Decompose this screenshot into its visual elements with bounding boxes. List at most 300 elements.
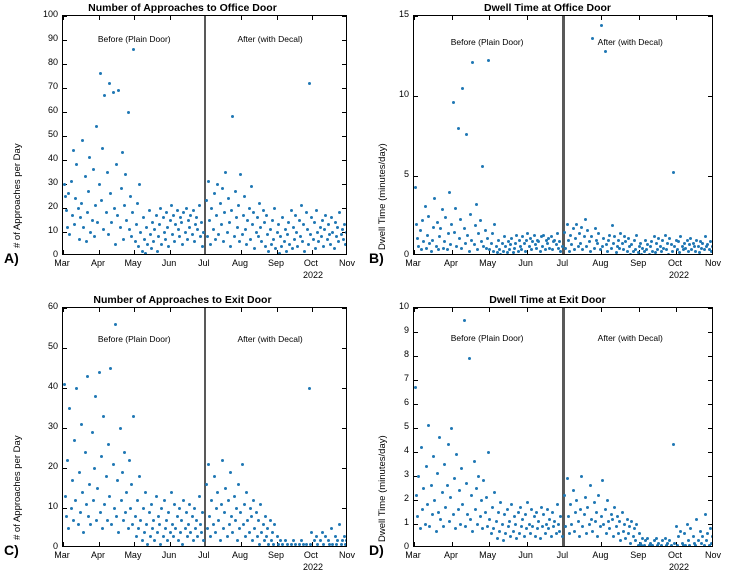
y-tick-label: 40 — [47, 153, 58, 163]
scatter-point — [186, 238, 189, 241]
x-tick-label: Sep — [630, 550, 647, 560]
scatter-point — [251, 539, 254, 542]
scatter-point — [321, 219, 324, 222]
scatter-point — [533, 234, 536, 237]
x-tickmark — [312, 542, 313, 546]
y-tickmark — [63, 348, 67, 349]
y-tick-label: 90 — [47, 33, 58, 43]
scatter-point — [185, 207, 188, 210]
scatter-point — [551, 248, 554, 251]
scatter-point — [430, 484, 433, 487]
scatter-point — [651, 544, 654, 547]
panel-d-tag: D) — [369, 542, 384, 558]
scatter-point — [292, 226, 295, 229]
y-tickmark — [63, 136, 67, 137]
scatter-point — [294, 214, 297, 217]
scatter-point — [205, 199, 208, 202]
x-tick-label: Aug — [231, 258, 248, 268]
scatter-point — [654, 547, 657, 548]
scatter-point — [668, 237, 671, 240]
scatter-point — [706, 243, 709, 246]
x-tick-label: Sep — [268, 550, 285, 560]
scatter-point — [278, 547, 281, 548]
scatter-point — [515, 234, 518, 237]
scatter-point — [689, 237, 692, 240]
scatter-point — [452, 101, 455, 104]
intervention-divider — [204, 308, 207, 546]
scatter-point — [443, 240, 446, 243]
scatter-point — [584, 496, 587, 499]
x-tick-label: Jul — [198, 550, 210, 560]
scatter-point — [314, 247, 317, 250]
scatter-point — [309, 543, 312, 546]
scatter-point — [632, 535, 635, 538]
scatter-point — [454, 527, 457, 530]
scatter-point — [322, 543, 325, 546]
scatter-point — [263, 539, 266, 542]
scatter-point — [178, 507, 181, 510]
scatter-point — [244, 535, 247, 538]
scatter-point — [654, 251, 657, 254]
x-tickmark — [452, 542, 453, 546]
y-tickmark — [63, 428, 67, 429]
scatter-point — [466, 234, 469, 237]
scatter-point — [458, 489, 461, 492]
scatter-point — [223, 211, 226, 214]
scatter-point — [464, 242, 467, 245]
scatter-point — [446, 484, 449, 487]
scatter-point — [221, 459, 224, 462]
scatter-point — [234, 190, 237, 193]
intervention-divider — [562, 16, 565, 254]
scatter-point — [534, 535, 537, 538]
scatter-point — [237, 483, 240, 486]
scatter-point — [421, 219, 424, 222]
scatter-point — [449, 243, 452, 246]
scatter-point — [70, 180, 73, 183]
scatter-point — [107, 233, 110, 236]
y-tickmark — [708, 524, 712, 525]
scatter-point — [78, 471, 81, 474]
scatter-point — [63, 383, 66, 386]
scatter-point — [477, 232, 480, 235]
annotation-after: After (with Decal) — [237, 334, 303, 344]
x-tickmark — [277, 308, 278, 312]
y-tick-label: 10 — [398, 89, 409, 99]
panel-d-ylabel: Dwell Time (minutes/day) — [377, 435, 388, 542]
scatter-point — [531, 525, 534, 528]
x-tickmark — [241, 308, 242, 312]
y-tickmark — [63, 160, 67, 161]
scatter-point — [273, 207, 276, 210]
scatter-point — [523, 242, 526, 245]
scatter-point — [544, 532, 547, 535]
scatter-point — [201, 245, 204, 248]
y-tickmark — [708, 356, 712, 357]
scatter-point — [223, 511, 226, 514]
scatter-point — [607, 520, 610, 523]
scatter-point — [270, 539, 273, 542]
scatter-point — [419, 527, 422, 530]
annotation-after: After (with Decal) — [237, 34, 303, 44]
scatter-point — [698, 547, 701, 548]
scatter-point — [513, 247, 516, 250]
scatter-point — [650, 240, 653, 243]
scatter-point — [644, 239, 647, 242]
scatter-point — [701, 242, 704, 245]
scatter-point — [627, 237, 630, 240]
scatter-point — [466, 513, 469, 516]
scatter-point — [704, 513, 707, 516]
scatter-point — [272, 543, 275, 546]
scatter-point — [107, 443, 110, 446]
scatter-point — [453, 231, 456, 234]
scatter-point — [135, 223, 138, 226]
scatter-point — [109, 367, 112, 370]
scatter-point — [567, 515, 570, 518]
scatter-point — [132, 48, 135, 51]
panel-c — [0, 292, 365, 585]
scatter-point — [557, 523, 560, 526]
scatter-point — [219, 539, 222, 542]
scatter-point — [622, 530, 625, 533]
scatter-point — [499, 253, 502, 255]
scatter-point — [520, 525, 523, 528]
scatter-point — [305, 543, 308, 546]
scatter-point — [244, 228, 247, 231]
x-tickmark — [134, 308, 135, 312]
scatter-point — [179, 531, 182, 534]
scatter-point — [617, 239, 620, 242]
scatter-point — [512, 251, 515, 254]
x-tick-label: Jul — [556, 550, 569, 560]
scatter-point — [172, 214, 175, 217]
scatter-point — [149, 233, 152, 236]
scatter-point — [540, 506, 543, 509]
scatter-point — [661, 239, 664, 242]
scatter-point — [269, 228, 272, 231]
scatter-point — [143, 531, 146, 534]
scatter-point — [248, 207, 251, 210]
scatter-point — [672, 171, 675, 174]
scatter-point — [676, 544, 679, 547]
scatter-point — [313, 539, 316, 542]
scatter-point — [450, 427, 453, 430]
scatter-point — [283, 240, 286, 243]
scatter-point — [520, 248, 523, 251]
scatter-point — [95, 519, 98, 522]
scatter-point — [623, 235, 626, 238]
scatter-point — [637, 251, 640, 254]
scatter-point — [497, 511, 500, 514]
scatter-point — [202, 231, 205, 234]
scatter-point — [100, 199, 103, 202]
scatter-point — [220, 503, 223, 506]
scatter-point — [506, 508, 509, 511]
scatter-point — [621, 242, 624, 245]
scatter-point — [683, 242, 686, 245]
y-tick-label: 0 — [52, 249, 58, 259]
scatter-point — [580, 226, 583, 229]
scatter-point — [442, 525, 445, 528]
x-tick-label: Mar — [405, 258, 421, 268]
scatter-point — [181, 243, 184, 246]
y-tick-label: 1 — [403, 517, 409, 527]
scatter-point — [131, 523, 134, 526]
scatter-point — [245, 243, 248, 246]
y-tickmark — [414, 500, 418, 501]
scatter-point — [65, 515, 68, 518]
x-tickmark — [312, 308, 313, 312]
scatter-point — [645, 547, 648, 548]
scatter-point — [551, 511, 554, 514]
scatter-point — [162, 216, 165, 219]
scatter-point — [615, 525, 618, 528]
scatter-point — [145, 226, 148, 229]
x-tick-label: Mar — [54, 550, 70, 560]
scatter-point — [585, 245, 588, 248]
scatter-point — [317, 547, 320, 548]
scatter-point — [314, 547, 317, 548]
y-tick-label: 50 — [47, 129, 58, 139]
scatter-point — [510, 237, 513, 240]
scatter-point — [155, 495, 158, 498]
scatter-point — [310, 216, 313, 219]
x-tickmark — [489, 542, 490, 546]
scatter-point — [122, 238, 125, 241]
scatter-point — [659, 245, 662, 248]
x-tick-label: Oct — [303, 258, 318, 268]
x-tick-label: Mar — [54, 258, 70, 268]
scatter-point — [239, 173, 242, 176]
scatter-point — [87, 515, 90, 518]
scatter-point — [701, 535, 704, 538]
scatter-point — [80, 202, 83, 205]
scatter-point — [518, 532, 521, 535]
scatter-point — [129, 507, 132, 510]
scatter-point — [86, 375, 89, 378]
scatter-point — [295, 231, 298, 234]
scatter-point — [296, 245, 299, 248]
scatter-point — [667, 547, 670, 548]
x-tick-label: Oct — [668, 258, 683, 268]
scatter-point — [216, 183, 219, 186]
scatter-point — [221, 187, 224, 190]
scatter-point — [276, 535, 279, 538]
scatter-point — [287, 547, 290, 548]
scatter-point — [233, 235, 236, 238]
scatter-point — [113, 507, 116, 510]
x-tick-label: Nov — [704, 258, 721, 268]
scatter-point — [646, 537, 649, 540]
scatter-point — [439, 227, 442, 230]
x-tickmark — [601, 16, 602, 20]
scatter-point — [87, 190, 90, 193]
x-tickmark — [134, 16, 135, 20]
annotation-after: After (with Decal) — [597, 37, 663, 48]
scatter-point — [542, 513, 545, 516]
scatter-point — [255, 231, 258, 234]
scatter-point — [323, 547, 326, 548]
intervention-divider — [204, 16, 207, 254]
scatter-point — [693, 245, 696, 248]
scatter-point — [612, 535, 615, 538]
scatter-point — [248, 531, 251, 534]
scatter-point — [448, 191, 451, 194]
scatter-point — [262, 209, 265, 212]
scatter-point — [112, 91, 115, 94]
x-tickmark — [639, 16, 640, 20]
scatter-point — [613, 235, 616, 238]
scatter-point — [558, 240, 561, 243]
scatter-point — [131, 211, 134, 214]
scatter-point — [158, 523, 161, 526]
scatter-point — [242, 523, 245, 526]
scatter-point — [684, 247, 687, 250]
y-tickmark — [708, 176, 712, 177]
scatter-point — [704, 235, 707, 238]
scatter-point — [486, 237, 489, 240]
scatter-point — [605, 532, 608, 535]
scatter-point — [498, 248, 501, 251]
scatter-point — [73, 439, 76, 442]
x-tickmark — [527, 542, 528, 546]
scatter-point — [678, 251, 681, 254]
scatter-point — [649, 245, 652, 248]
x-tick-label: May — [124, 258, 142, 268]
scatter-point — [660, 544, 663, 547]
scatter-point — [312, 238, 315, 241]
scatter-point — [156, 250, 159, 253]
scatter-point — [526, 232, 529, 235]
scatter-point — [89, 523, 92, 526]
scatter-point — [437, 511, 440, 514]
scatter-point — [491, 506, 494, 509]
y-tickmark — [708, 16, 712, 17]
scatter-point — [323, 228, 326, 231]
x-tick-label: Jun — [518, 258, 533, 268]
scatter-point — [606, 499, 609, 502]
x-tickmark — [489, 16, 490, 20]
scatter-point — [597, 232, 600, 235]
scatter-point — [436, 472, 439, 475]
scatter-point — [198, 204, 201, 207]
x-tick-label: Oct — [668, 550, 683, 560]
scatter-point — [298, 219, 301, 222]
scatter-point — [142, 216, 145, 219]
y-tick-label: 8 — [403, 349, 409, 359]
scatter-point — [217, 233, 220, 236]
y-tickmark — [342, 136, 346, 137]
scatter-point — [93, 467, 96, 470]
scatter-point — [519, 506, 522, 509]
scatter-point — [116, 214, 119, 217]
x-tickmark — [312, 250, 313, 254]
scatter-point — [196, 228, 199, 231]
scatter-point — [108, 495, 111, 498]
scatter-point — [169, 531, 172, 534]
scatter-point — [301, 240, 304, 243]
scatter-point — [604, 508, 607, 511]
scatter-point — [490, 532, 493, 535]
x-tickmark — [452, 250, 453, 254]
scatter-point — [343, 223, 346, 226]
scatter-point — [513, 515, 516, 518]
scatter-point — [316, 231, 319, 234]
scatter-point — [88, 156, 91, 159]
scatter-point — [518, 239, 521, 242]
scatter-point — [619, 232, 622, 235]
scatter-point — [84, 451, 87, 454]
scatter-point — [206, 235, 209, 238]
scatter-point — [665, 248, 668, 251]
scatter-point — [191, 515, 194, 518]
scatter-point — [193, 507, 196, 510]
scatter-point — [285, 250, 288, 253]
scatter-point — [534, 243, 537, 246]
scatter-point — [315, 535, 318, 538]
scatter-point — [567, 239, 570, 242]
scatter-point — [459, 218, 462, 221]
y-tickmark — [342, 348, 346, 349]
scatter-point — [155, 214, 158, 217]
scatter-point — [120, 187, 123, 190]
scatter-point — [474, 508, 477, 511]
y-tickmark — [342, 308, 346, 309]
scatter-point — [284, 539, 287, 542]
scatter-point — [589, 484, 592, 487]
scatter-point — [230, 515, 233, 518]
scatter-point — [123, 451, 126, 454]
scatter-point — [77, 523, 80, 526]
scatter-point — [319, 539, 322, 542]
scatter-point — [627, 532, 630, 535]
scatter-point — [655, 242, 658, 245]
scatter-point — [159, 207, 162, 210]
scatter-point — [570, 523, 573, 526]
scatter-point — [209, 243, 212, 246]
scatter-point — [253, 247, 256, 250]
scatter-point — [596, 242, 599, 245]
scatter-point — [415, 494, 418, 497]
scatter-point — [290, 543, 293, 546]
scatter-point — [284, 228, 287, 231]
scatter-point — [501, 242, 504, 245]
scatter-point — [109, 192, 112, 195]
scatter-point — [253, 527, 256, 530]
scatter-point — [444, 216, 447, 219]
y-tickmark — [63, 40, 67, 41]
scatter-point — [428, 525, 431, 528]
scatter-point — [485, 496, 488, 499]
scatter-point — [208, 219, 211, 222]
scatter-point — [274, 547, 277, 548]
scatter-point — [92, 499, 95, 502]
scatter-point — [157, 235, 160, 238]
y-tickmark — [342, 88, 346, 89]
y-tickmark — [414, 452, 418, 453]
scatter-point — [619, 539, 622, 542]
scatter-point — [468, 250, 471, 253]
y-tickmark — [342, 508, 346, 509]
scatter-point — [91, 219, 94, 222]
scatter-point — [334, 221, 337, 224]
y-tick-label: 0 — [403, 541, 409, 551]
scatter-point — [250, 515, 253, 518]
scatter-point — [460, 467, 463, 470]
x-tickmark — [639, 308, 640, 312]
scatter-point — [173, 503, 176, 506]
